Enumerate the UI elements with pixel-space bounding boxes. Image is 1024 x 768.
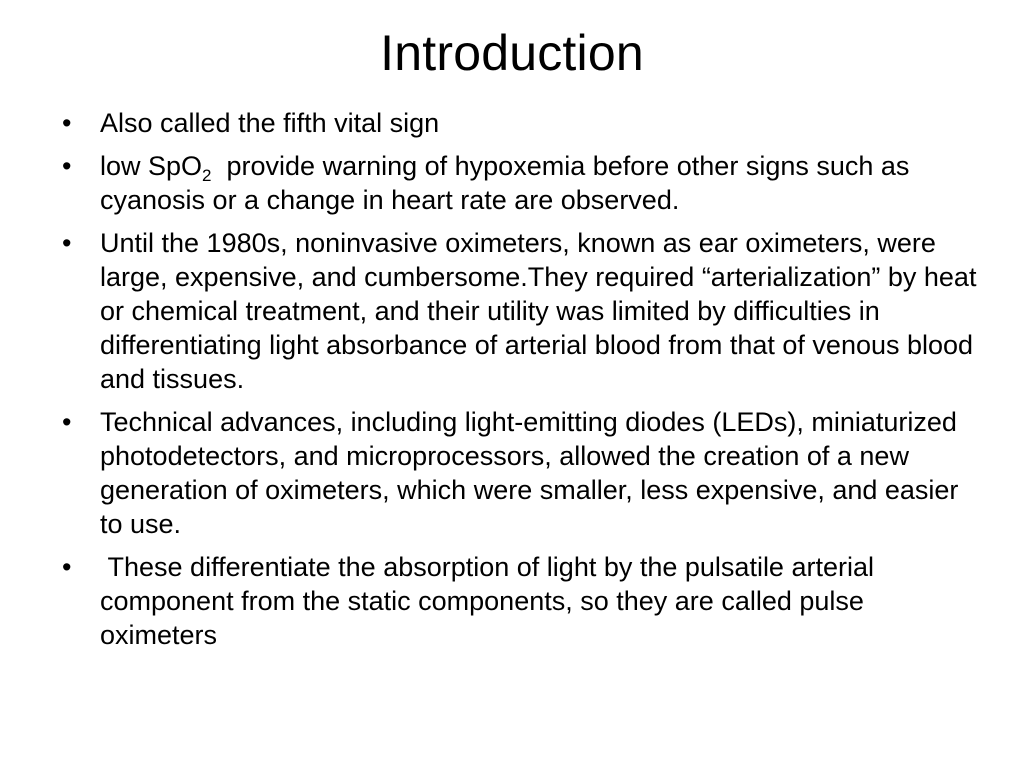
bullet-item-pulse-oximeters	[62, 550, 977, 652]
bullet-text-suffix: provide warning of hypoxemia before other signs such as cyanosis or a change in heart rate are observed.	[100, 151, 917, 215]
bullet-item-fifth-vital-sign	[62, 106, 977, 140]
subscript-two: 2	[202, 166, 212, 185]
bullet-text: These differentiate the absorption of light by the pulsatile arterial component from the static components, so they are called pulse oximeters	[100, 552, 882, 650]
bullet-list	[62, 106, 977, 661]
bullet-text-prefix: low SpO	[100, 151, 203, 181]
bullet-dot-icon: •	[62, 407, 72, 437]
bullet-item-low-spo2	[62, 149, 977, 217]
slide-title: Introduction	[380, 25, 644, 81]
bullet-text: Also called the fifth vital sign	[100, 108, 440, 138]
bullet-dot-icon: •	[62, 228, 72, 258]
bullet-dot-icon: •	[62, 108, 72, 138]
bullet-dot-icon: •	[62, 151, 72, 181]
bullet-item-technical-advances	[62, 405, 977, 541]
bullet-text	[100, 151, 917, 215]
bullet-item-history-1980s	[62, 226, 977, 396]
bullet-dot-icon: •	[62, 552, 72, 582]
bullet-text: Until the 1980s, noninvasive oximeters, known as ear oximeters, were large, expensive, and cumbersome.They required “arterialization” by heat or chemical treatment, and their utility was limited by difficulties in differentiating light absorbance of arterial blood from that of venous blood and tissues.	[100, 228, 977, 394]
bullet-text: Technical advances, including light-emitting diodes (LEDs), miniaturized photodetectors, and microprocessors, allowed the creation of a new generation of oximeters, which were smaller, less expensive, and easier to use.	[100, 407, 959, 539]
